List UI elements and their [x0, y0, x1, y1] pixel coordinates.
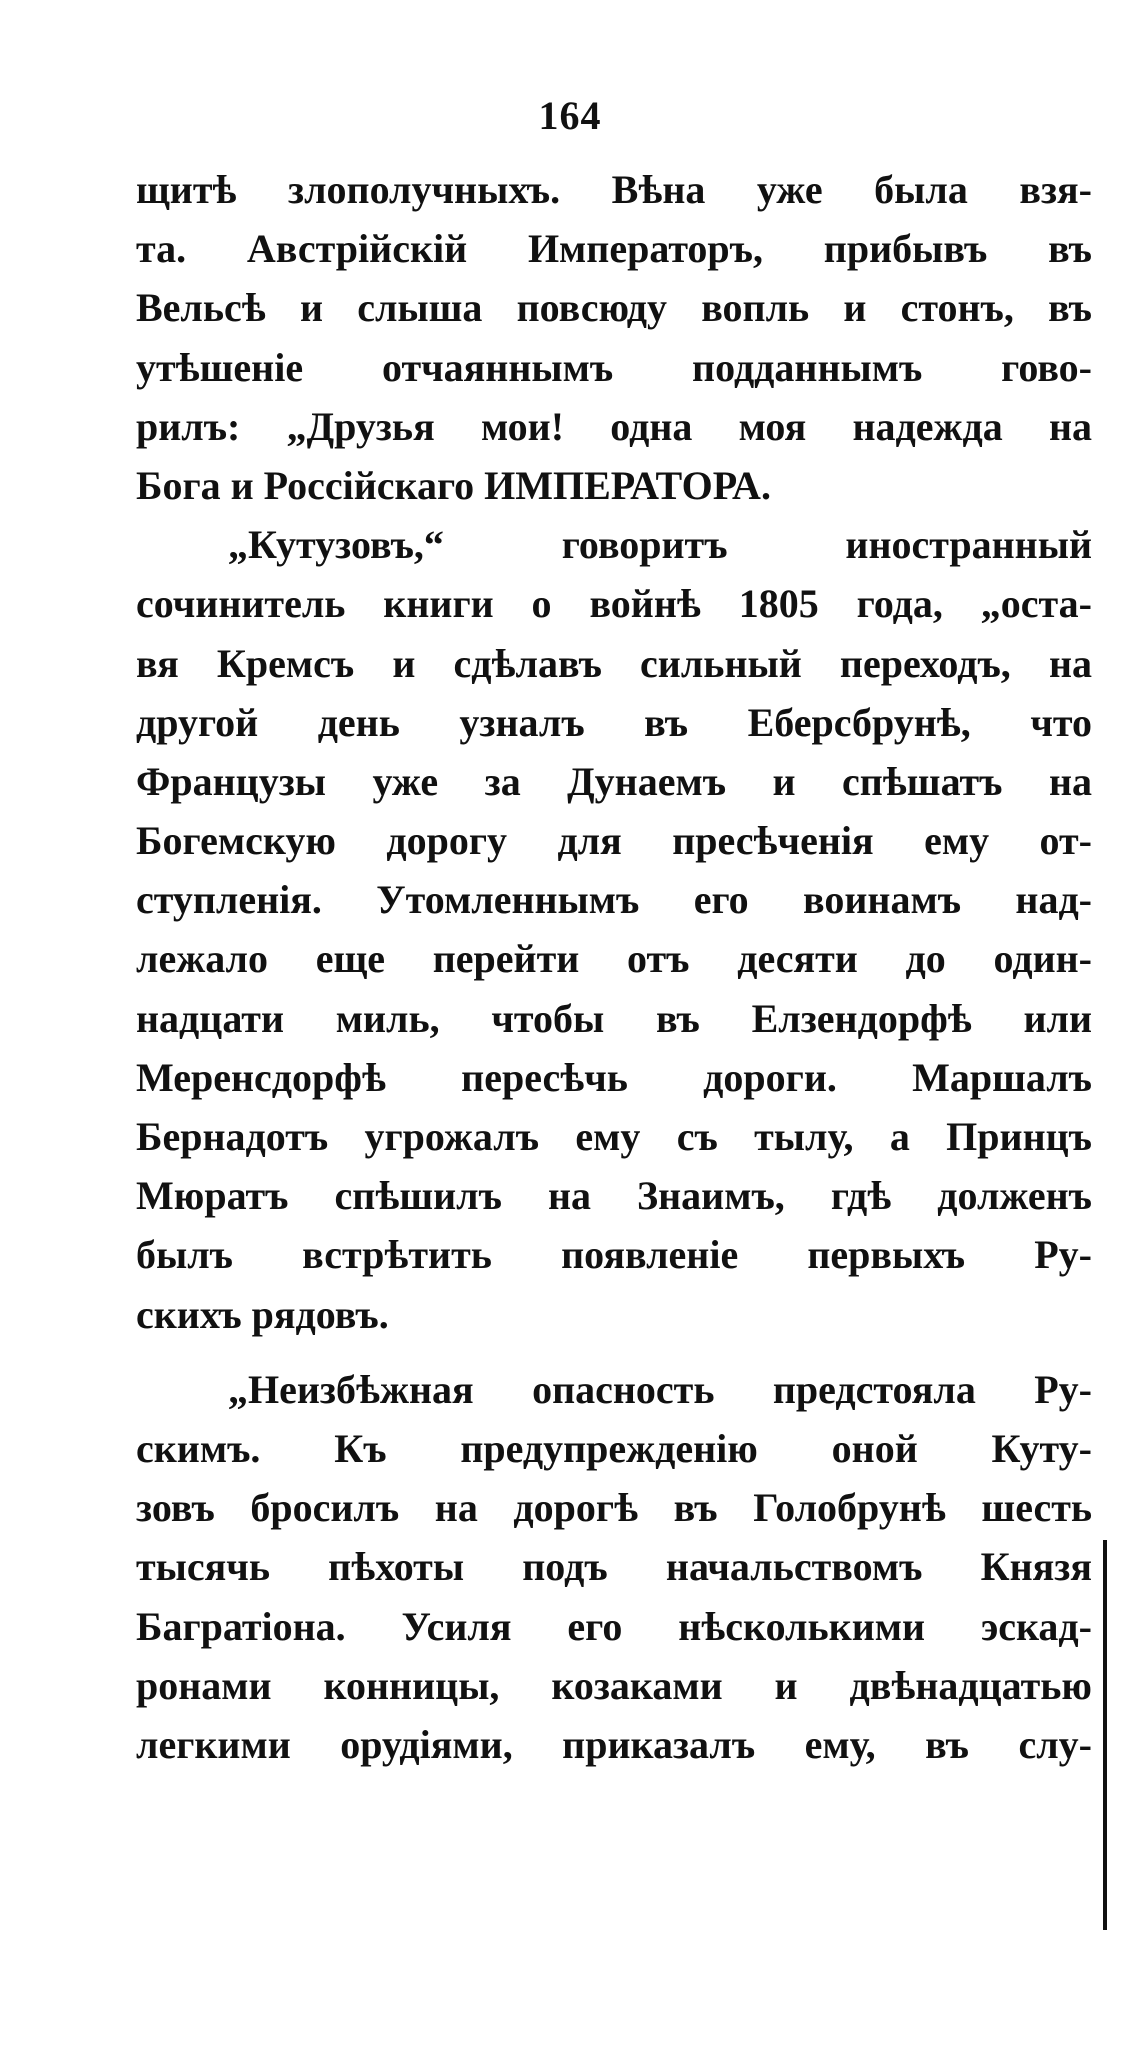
text-line: Французы уже за Дунаемъ и спѣшатъ на — [136, 758, 1092, 804]
text-line: тысячь пѣхоты подъ начальствомъ Князя — [136, 1544, 1092, 1590]
text-line: Мюратъ спѣшилъ на Знаимъ, гдѣ долженъ — [136, 1173, 1092, 1219]
paragraph-1 — [136, 160, 1092, 515]
text-line: „Кутузовъ,“ говоритъ иностранный — [228, 522, 1092, 568]
text-line: „Неизбѣжная опасность предстояла Ру- — [228, 1366, 1092, 1412]
text-line: Меренсдорфѣ пересѣчь дороги. Маршалъ — [136, 1054, 1092, 1100]
text-line: другой день узналъ въ Еберсбрунѣ, что — [136, 699, 1092, 745]
text-line: надцати миль, чтобы въ Елзендорфѣ или — [136, 995, 1092, 1041]
text-line: сочинитель книги о войнѣ 1805 года, „оста- — [136, 581, 1092, 627]
text-line: скимъ. Къ предупрежденію оной Куту- — [136, 1425, 1092, 1471]
page-number: 164 — [538, 93, 602, 138]
text-line: былъ встрѣтить появленіе первыхъ Ру- — [136, 1232, 1092, 1278]
text-line: Багратіона. Усиля его нѣсколькими эскад- — [136, 1603, 1092, 1649]
text-line: ронами конницы, козаками и двѣнадцатью — [136, 1662, 1092, 1708]
text-line: Бога и Россійскаго ИМПЕРАТОРА. — [136, 462, 771, 508]
paragraph-spacer — [136, 1344, 1092, 1360]
text-line: лежало еще перейти отъ десяти до один- — [136, 936, 1092, 982]
text-line: вя Кремсъ и сдѣлавъ сильный переходъ, на — [136, 640, 1092, 686]
text-line: Вельсѣ и слыша повсюду вопль и стонъ, въ — [136, 285, 1092, 331]
body-text — [136, 160, 1092, 1774]
text-line: рилъ: „Друзья мои! одна моя надежда на — [136, 403, 1092, 449]
text-line: ступленія. Утомленнымъ его воинамъ над- — [136, 877, 1092, 923]
text-line: Богемскую дорогу для пресѣченія ему от- — [136, 818, 1092, 864]
paragraph-2 — [136, 515, 1092, 1344]
paragraph-3 — [136, 1360, 1092, 1774]
text-line: щитѣ злополучныхъ. Вѣна уже была взя- — [136, 167, 1092, 212]
text-line: зовъ бросилъ на дорогѣ въ Голобрунѣ шесть — [136, 1485, 1092, 1531]
text-line: та. Австрійскій Императоръ, прибывъ въ — [136, 226, 1092, 272]
text-line: Бернадотъ угрожалъ ему съ тылу, а Принцъ — [136, 1114, 1092, 1159]
text-line: утѣшеніе отчаяннымъ подданнымъ гово- — [136, 344, 1092, 390]
margin-rule — [1103, 1540, 1107, 1930]
text-line: скихъ рядовъ. — [136, 1291, 389, 1337]
text-line: легкими орудіями, приказалъ ему, въ слу- — [136, 1721, 1092, 1767]
